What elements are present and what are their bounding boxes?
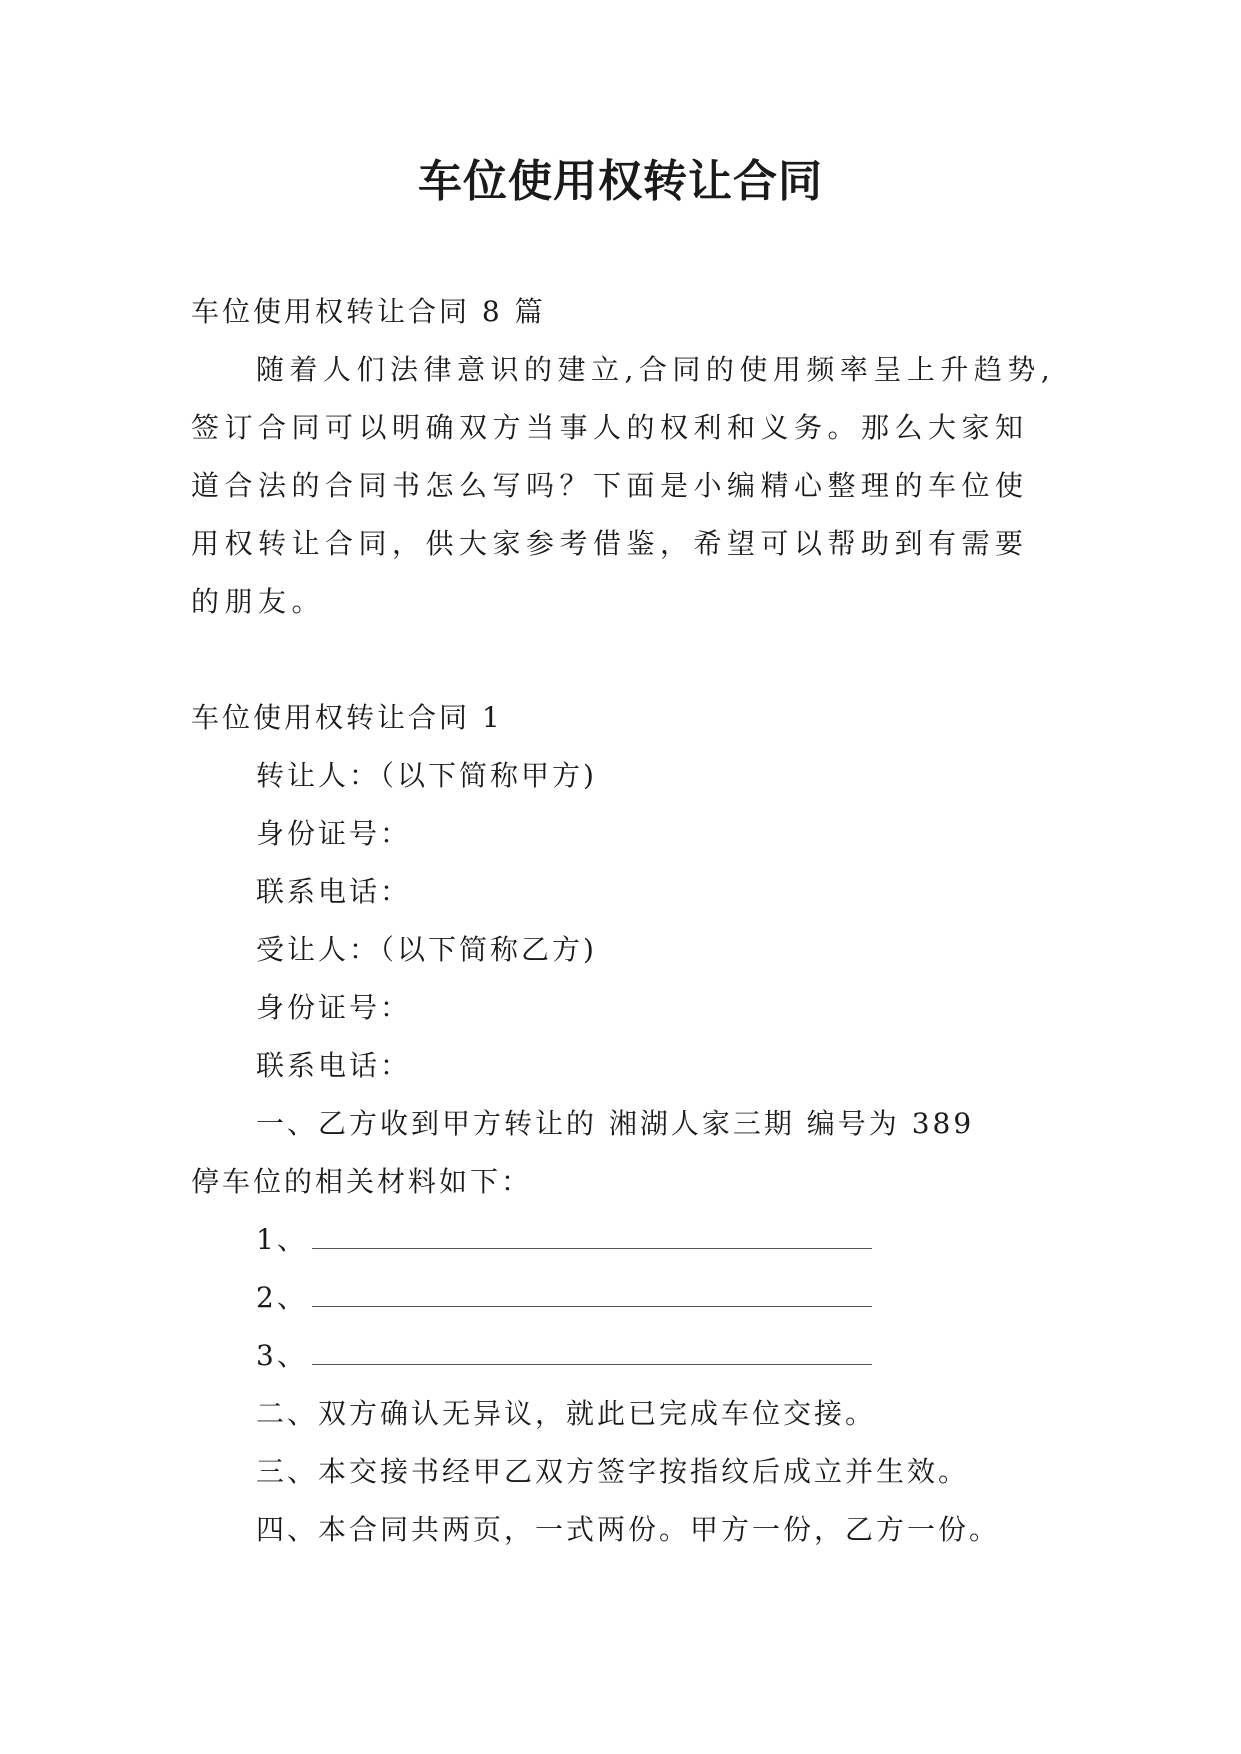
document-title: 车位使用权转让合同 [418,156,823,207]
clause-1-line-2: 停车位的相关材料如下： [191,1165,533,1198]
material-item-2 [191,1269,1061,1327]
transferee-phone-field: 联系电话： [256,1049,412,1082]
clause-1-line-1: 一、乙方收到甲方转让的 湘湖人家三期 编号为 389 [256,1107,975,1140]
contract-heading: 车位使用权转让合同 1 [191,701,503,734]
clause-2: 二、双方确认无异议，就此已完成车位交接。 [256,1397,877,1430]
blank-underline [312,1284,872,1307]
spacer [191,631,1061,689]
item-number: 1、 [256,1223,308,1256]
transferor-id-field: 身份证号： [256,817,412,850]
intro-paragraph: 随着人们法律意识的建立,合同的使用频率呈上升趋势,签订合同可以明确双方当事人的权利和义务。那么大家知道合法的合同书怎么写吗？下面是小编精心整理的车位使用权转让合同，供大家参考借鉴，希望可以帮助到有需要的朋友。 [191,353,1056,618]
blank-underline [312,1342,872,1365]
clause-4: 四、本合同共两页，一式两份。甲方一份，乙方一份。 [256,1513,1001,1546]
material-item-3 [191,1327,1061,1385]
transferor-field: 转让人：（以下简称甲方) [256,759,597,792]
item-number: 2、 [256,1281,308,1314]
collection-heading: 车位使用权转让合同 8 篇 [191,295,546,328]
transferee-field: 受让人：（以下简称乙方) [256,933,597,966]
document-body [191,283,1061,1559]
clause-3: 三、本交接书经甲乙双方签字按指纹后成立并生效。 [256,1455,970,1488]
item-number: 3、 [256,1339,308,1372]
transferor-phone-field: 联系电话： [256,875,412,908]
transferee-id-field: 身份证号： [256,991,412,1024]
material-item-1 [191,1211,1061,1269]
blank-underline [312,1226,872,1249]
